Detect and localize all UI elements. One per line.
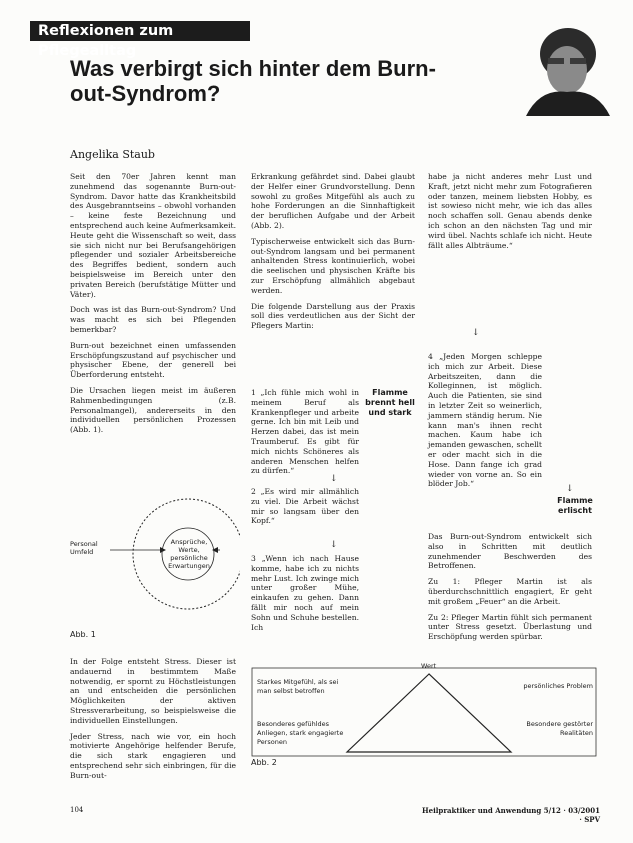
paragraph: Jeder Stress, nach wie vor, ein hoch motivierte Angehörige helfender Berufe, die sich stark engagieren und entsprechend sehr sich einbringen, für die Burn-out- (70, 731, 236, 780)
column-3-bottom (428, 532, 592, 648)
author-photo (520, 22, 612, 116)
fig2-caption: Abb. 2 (251, 758, 277, 767)
side-label-flame-out: Flamme erlischt (557, 496, 593, 515)
figure-2 (251, 660, 597, 770)
paragraph: Zu 1: Pfleger Martin ist als überdurchschnittlich engagiert, Er geht mit großem „Feuer“ an die Arbeit. (428, 577, 592, 606)
page-number: 104 (70, 806, 84, 814)
column-3 (428, 172, 592, 256)
paragraph: habe ja nicht anderes mehr Lust und Kraft, jetzt nicht mehr zum Fotografieren oder tanzen, meinem liebsten Hobby, es ist sowieso nicht mehr, wie ich das alles noch schaffen soll. Genau abends denke ich schon an den nächsten Tag und mir wird übel. Nachts schlafe ich nicht. Heute fällt alles Albträume.“ (428, 172, 592, 250)
paragraph: Die Ursachen liegen meist im äußeren Rahmenbedingungen (z.B. Personalmangel), andererseits in den individuellen persönlichen Prozessen (Abb. 1). (70, 385, 236, 435)
paragraph: Doch was ist das Burn-out-Syndrom? Und was macht es sich bei Pflegenden bemerkbar? (70, 305, 236, 334)
paragraph: Erkrankung gefährdet sind. Dabei glaubt der Helfer einer Grundvorstellung. Denn sowohl zu großes Mitgefühl als auch zu hohe Forderungen an die Sinnhaftigkeit der beruflichen Aufgabe und der Arbeit (Abb. 2). (251, 172, 415, 230)
paragraph: Burn-out bezeichnet einen umfassenden Erschöpfungszustand auf psychischer und physischer Ebene, der generell bei Überforderung entsteht. (70, 340, 236, 380)
column-1 (70, 172, 236, 441)
fig2-right-label-2: Besondere gestörter Realitäten (526, 720, 593, 737)
paragraph: Das Burn-out-Syndrom entwickelt sich also in Schritten mit deutlich zunehmender Beschwerden des Betroffenen. (428, 532, 592, 571)
journal-footer: Heilpraktiker und Anwendung 5/12 · 03/2001 · SPV (422, 806, 600, 824)
fig1-center-text: Ansprüche, Werte, persönliche Erwartungen (168, 538, 210, 570)
paragraph: Typischerweise entwickelt sich das Burn-out-Syndrom langsam und bei permanent anhaltenden Stress kontinuierlich, wobei die seelischen und physischen Kräfte bis zur Erschöpfung allmählich abgebaut werden. (251, 236, 415, 295)
arrow-down-icon: ↓ (472, 328, 480, 338)
section-band: Reflexionen zum Pflegealltag (30, 21, 250, 41)
paragraph: Zu 2: Pfleger Martin fühlt sich permanent unter Stress gesetzt. Überlastung und Erschöpfung werden spürbar. (428, 612, 592, 642)
step-1: 1 „Ich fühle mich wohl in meinem Beruf als Krankenpfleger und arbeite gerne. Ich bin mit Leib und Herzen dabei, das ist mein Traumberuf. Es gibt für mich nichts Schöneres als anderen Menschen helfen zu dürfen.“ (251, 388, 359, 476)
step-2: 2 „Es wird mir allmählich zu viel. Die Arbeit wächst mir so langsam über den Kopf.“ (251, 487, 359, 526)
paragraph: Seit den 70er Jahren kennt man zunehmend das sogenannte Burn-out-Syndrom. Davor hatte das Krankheitsbild des Ausgebranntseins – obwohl vorhanden – keine feste Bezeichnung und entsprechend auch keine Aufmerksamkeit. Heute geht die Wissenschaft so weit, dass sie sich nicht nur bei Berufsangehörigen pflegender und sozialer Arbeitsbereiche des Begriffes bedient, sondern auch beispielsweise im Bereich unter den privaten Bereich (berufstätige Mütter und Väter). (70, 172, 236, 299)
fig2-top-label: Wert (421, 662, 437, 670)
fig2-right-label-1: persönliches Problem (523, 682, 593, 690)
paragraph: Die folgende Darstellung aus der Praxis soll dies verdeutlichen aus der Sicht der Pflegers Martin: (251, 301, 415, 331)
fig1-left-label: Personal Umfeld (70, 540, 98, 556)
side-label-flame-bright: Flamme brennt hell und stark (365, 388, 415, 417)
arrow-down-icon: ↓ (330, 474, 338, 484)
fig2-left-label-2: Besonderes gefühldes Anliegen, stark engagierte Personen (257, 720, 344, 746)
fig1-caption: Abb. 1 (70, 630, 96, 639)
fig2-left-label-1: Starkes Mitgefühl, als sei man selbst betroffen (257, 678, 339, 695)
arrow-down-icon: ↓ (330, 540, 338, 550)
author-name: Angelika Staub (70, 148, 155, 161)
figure-1 (70, 492, 240, 642)
step-3: 3 „Wenn ich nach Hause komme, habe ich zu nichts mehr Lust. Ich zwinge mich unter großer Mühe, einkaufen zu gehen. Dann fällt mir noch auf mein Sohn und Schuhe bestellen. Ich (251, 554, 359, 632)
column-1-bottom (70, 657, 236, 787)
paragraph: In der Folge entsteht Stress. Dieser ist andauernd in bestimmtem Maße notwendig, er spornt zu Höchstleistungen an und entscheiden die persönlichen Möglichkeiten der aktiven Stressverarbeitung, so beispielsweise die individuellen Einstellungen. (70, 657, 236, 725)
step-4: 4 „Jeden Morgen schleppe ich mich zur Arbeit. Diese Arbeitszeiten, dann die Kolleginnen, ist möglich. Auch die Patienten, sie sind in letzter Zeit so weinerlich, jammern ständig herum. Nie kann man's ihnen recht machen. Kaum habe ich jemanden gewaschen, schellt er oder macht sich in die Hose. Dann fange ich grad wieder von vorne an. So ein blöder Job.“ (428, 352, 542, 489)
page-title: Was verbirgt sich hinter dem Burn-out-Syndrom? (70, 56, 436, 106)
column-2 (251, 172, 415, 337)
arrow-down-icon: ↓ (566, 484, 574, 494)
